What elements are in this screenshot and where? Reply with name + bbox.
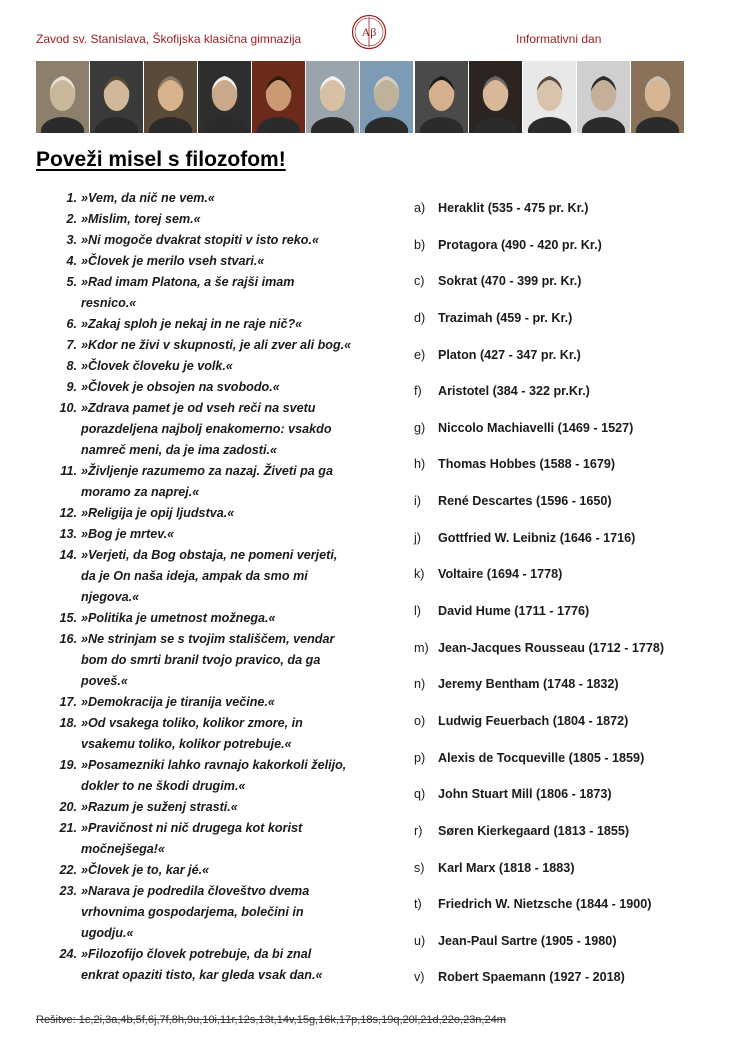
philosopher-item (414, 383, 664, 420)
quote-text: »Demokracija je tiranija večine.« (81, 695, 275, 709)
philosopher-name: Robert Spaemann (1927 - 2018) (438, 970, 625, 985)
quote-number: 23. (59, 884, 77, 898)
philosopher-name: Jeremy Bentham (1748 - 1832) (438, 677, 619, 692)
quote-item (52, 524, 352, 545)
quote-text: »Narava je podredila človeštvo dvema vrhovnima gospodarjema, bolečini in ugodju.« (81, 884, 310, 940)
quote-number: 14. (59, 548, 77, 562)
quote-number: 22. (59, 863, 77, 877)
philosopher-letter: g) (414, 420, 426, 435)
philosopher-letter: i) (414, 494, 421, 509)
quote-number: 11. (60, 464, 77, 478)
philosopher-letter: n) (414, 677, 426, 692)
philosopher-item (414, 310, 664, 347)
quote-item (52, 335, 352, 356)
philosopher-portrait (306, 61, 359, 133)
quote-item (52, 860, 352, 881)
quote-item (52, 503, 352, 524)
philosopher-portrait (360, 61, 413, 133)
philosopher-name: Karl Marx (1818 - 1883) (438, 860, 575, 875)
solution-line: Rešitve: 1c,2i,3a,4b,5f,6j,7f,8h,9u,10i,11r,12s,13t,14v,15g,16k,17p,18s,19q,20l,21d,22o,23n,24m (36, 1014, 506, 1026)
philosopher-letter: k) (414, 567, 425, 582)
quote-number: 18. (59, 716, 77, 730)
philosopher-letter: o) (414, 713, 426, 728)
quote-text: »Razum je suženj strasti.« (81, 800, 238, 814)
quote-item (52, 545, 352, 608)
philosopher-item (414, 530, 664, 567)
quote-number: 9. (66, 380, 77, 394)
logo-text: Aβ (361, 25, 377, 39)
philosopher-name: Platon (427 - 347 pr. Kr.) (438, 347, 581, 362)
quote-item (52, 230, 352, 251)
philosopher-portrait-strip (36, 61, 684, 133)
quote-number: 24. (59, 947, 77, 961)
philosopher-item (414, 273, 664, 310)
philosopher-name: Søren Kierkegaard (1813 - 1855) (438, 823, 630, 838)
philosopher-letter: v) (414, 970, 425, 985)
quote-number: 12. (59, 506, 77, 520)
philosopher-portrait (90, 61, 143, 133)
quote-number: 15. (59, 611, 77, 625)
quote-item (52, 713, 352, 755)
philosopher-name: René Descartes (1596 - 1650) (438, 494, 612, 509)
quote-text: »Življenje razumemo za nazaj. Živeti pa ga moramo za naprej.« (81, 464, 333, 499)
philosopher-portrait (631, 61, 684, 133)
philosopher-letter: e) (414, 347, 426, 362)
quote-text: »Zdrava pamet je od vseh reči na svetu porazdeljena najbolj enakomerno: vsakdo namreč meni, da je ima zadosti.« (81, 401, 332, 457)
quote-number: 20. (59, 800, 77, 814)
philosopher-portrait (36, 61, 89, 133)
philosopher-item (414, 237, 664, 274)
school-name: Zavod sv. Stanislava, Škofijska klasična gimnazija (36, 32, 302, 46)
philosopher-letter: c) (414, 274, 425, 289)
quote-text: »Religija je opij ljudstva.« (81, 506, 235, 520)
philosopher-name: Jean-Jacques Rousseau (1712 - 1778) (438, 640, 665, 655)
quotes-list (52, 188, 352, 986)
quote-text: »Človek je to, kar jé.« (81, 863, 210, 877)
philosopher-item (414, 347, 664, 384)
philosopher-item (414, 750, 664, 787)
quote-number: 19. (59, 758, 77, 772)
philosopher-letter: l) (414, 604, 421, 619)
quote-text: »Rad imam Platona, a še rajši imam resnico.« (81, 275, 295, 310)
quote-text: »Mislim, torej sem.« (81, 212, 201, 226)
philosopher-item (414, 896, 664, 933)
philosopher-item (414, 456, 664, 493)
philosopher-portrait (577, 61, 630, 133)
philosopher-portrait (198, 61, 251, 133)
quote-text: »Pravičnost ni nič drugega kot korist močnejšega!« (81, 821, 303, 856)
philosopher-name: John Stuart Mill (1806 - 1873) (438, 787, 612, 802)
quote-item (52, 818, 352, 860)
quote-number: 7. (66, 338, 77, 352)
philosopher-item (414, 713, 664, 750)
quote-text: »Kdor ne živi v skupnosti, je ali zver ali bog.« (81, 338, 352, 352)
quote-number: 16. (59, 632, 77, 646)
quote-number: 17. (59, 695, 77, 709)
quote-text: »Posamezniki lahko ravnajo kakorkoli želijo, dokler to ne škodi drugim.« (81, 758, 347, 793)
quote-text: »Filozofijo človek potrebuje, da bi znal enkrat opaziti tisto, kar gleda vsak dan.« (81, 947, 323, 982)
philosopher-letter: f) (414, 384, 422, 399)
philosopher-name: Heraklit (535 - 475 pr. Kr.) (438, 201, 589, 215)
quote-text: »Človek človeku je volk.« (81, 359, 233, 373)
philosopher-item (414, 640, 664, 677)
philosopher-portrait (252, 61, 305, 133)
quote-text: »Ni mogoče dvakrat stopiti v isto reko.« (81, 233, 319, 247)
philosopher-name: Trazimah (459 - pr. Kr.) (438, 310, 573, 325)
philosopher-name: Thomas Hobbes (1588 - 1679) (438, 457, 616, 472)
philosophers-list (414, 200, 664, 1006)
philosopher-letter: t) (414, 897, 422, 912)
philosopher-letter: s) (414, 860, 425, 875)
quote-item (52, 692, 352, 713)
quote-item (52, 272, 352, 314)
philosopher-portrait (469, 61, 522, 133)
quote-number: 2. (66, 212, 77, 226)
philosopher-name: Ludwig Feuerbach (1804 - 1872) (438, 713, 629, 728)
quote-item (52, 881, 352, 944)
philosopher-item (414, 823, 664, 860)
philosopher-portrait (144, 61, 197, 133)
philosopher-item (414, 566, 664, 603)
quote-text: »Ne strinjam se s tvojim stališčem, vendar bom do smrti branil tvojo pravico, da ga poveš.« (81, 632, 335, 688)
philosopher-item (414, 603, 664, 640)
philosopher-letter: j) (414, 530, 421, 545)
quote-item (52, 461, 352, 503)
philosopher-item (414, 969, 664, 1006)
philosopher-name: David Hume (1711 - 1776) (438, 604, 590, 619)
quote-text: »Od vsakega toliko, kolikor zmore, in vsakemu toliko, kolikor potrebuje.« (81, 716, 303, 751)
quote-item (52, 356, 352, 377)
philosopher-letter: m) (414, 640, 429, 655)
philosopher-item (414, 493, 664, 530)
philosopher-item (414, 933, 664, 970)
quote-text: »Verjeti, da Bog obstaja, ne pomeni verjeti, da je On naša ideja, ampak da smo mi njegova.« (81, 548, 338, 604)
philosopher-name: Aristotel (384 - 322 pr.Kr.) (438, 384, 590, 399)
quote-number: 6. (66, 317, 77, 331)
quote-text: »Človek je obsojen na svobodo.« (81, 380, 280, 394)
philosopher-name: Friedrich W. Nietzsche (1844 - 1900) (438, 897, 652, 912)
quote-text: »Vem, da nič ne vem.« (81, 191, 215, 205)
quote-item (52, 314, 352, 335)
quote-text: »Človek je merilo vseh stvari.« (81, 254, 265, 268)
quote-item (52, 251, 352, 272)
philosopher-letter: u) (414, 933, 426, 948)
quote-text: »Politika je umetnost možnega.« (81, 611, 276, 625)
philosopher-item (414, 786, 664, 823)
philosopher-letter: p) (414, 750, 426, 765)
philosopher-name: Protagora (490 - 420 pr. Kr.) (438, 237, 602, 252)
quote-number: 1. (66, 191, 77, 205)
quote-item (52, 209, 352, 230)
philosopher-name: Jean-Paul Sartre (1905 - 1980) (438, 933, 617, 948)
quote-number: 3. (66, 233, 77, 247)
quote-text: »Zakaj sploh je nekaj in ne raje nič?« (81, 317, 303, 331)
quote-number: 8. (66, 359, 77, 373)
philosopher-name: Niccolo Machiavelli (1469 - 1527) (438, 420, 634, 435)
philosopher-name: Sokrat (470 - 399 pr. Kr.) (438, 274, 582, 289)
quote-item (52, 188, 352, 209)
philosopher-item (414, 200, 664, 237)
philosopher-name: Gottfried W. Leibniz (1646 - 1716) (438, 530, 636, 545)
quote-item (52, 377, 352, 398)
philosopher-letter: d) (414, 310, 426, 325)
philosopher-letter: b) (414, 237, 426, 252)
quote-number: 5. (66, 275, 77, 289)
quote-item (52, 797, 352, 818)
quote-number: 13. (59, 527, 77, 541)
philosopher-name: Voltaire (1694 - 1778) (438, 567, 563, 582)
philosopher-item (414, 676, 664, 713)
quote-item (52, 608, 352, 629)
quote-number: 4. (66, 254, 77, 268)
quote-number: 10. (59, 401, 77, 415)
event-name: Informativni dan (516, 32, 602, 46)
philosopher-letter: h) (414, 457, 426, 472)
philosopher-letter: q) (414, 787, 426, 802)
philosopher-portrait (415, 61, 468, 133)
philosopher-letter: r) (414, 823, 423, 838)
quote-item (52, 398, 352, 461)
page-title: Poveži misel s filozofom! (36, 148, 286, 171)
quote-text: »Bog je mrtev.« (81, 527, 175, 541)
philosopher-portrait (523, 61, 576, 133)
philosopher-name: Alexis de Tocqueville (1805 - 1859) (438, 750, 645, 765)
quote-item (52, 944, 352, 986)
philosopher-item (414, 860, 664, 897)
quote-number: 21. (59, 821, 77, 835)
philosopher-letter: a) (414, 201, 426, 215)
quote-item (52, 629, 352, 692)
philosopher-item (414, 420, 664, 457)
quote-item (52, 755, 352, 797)
school-logo (351, 14, 387, 50)
